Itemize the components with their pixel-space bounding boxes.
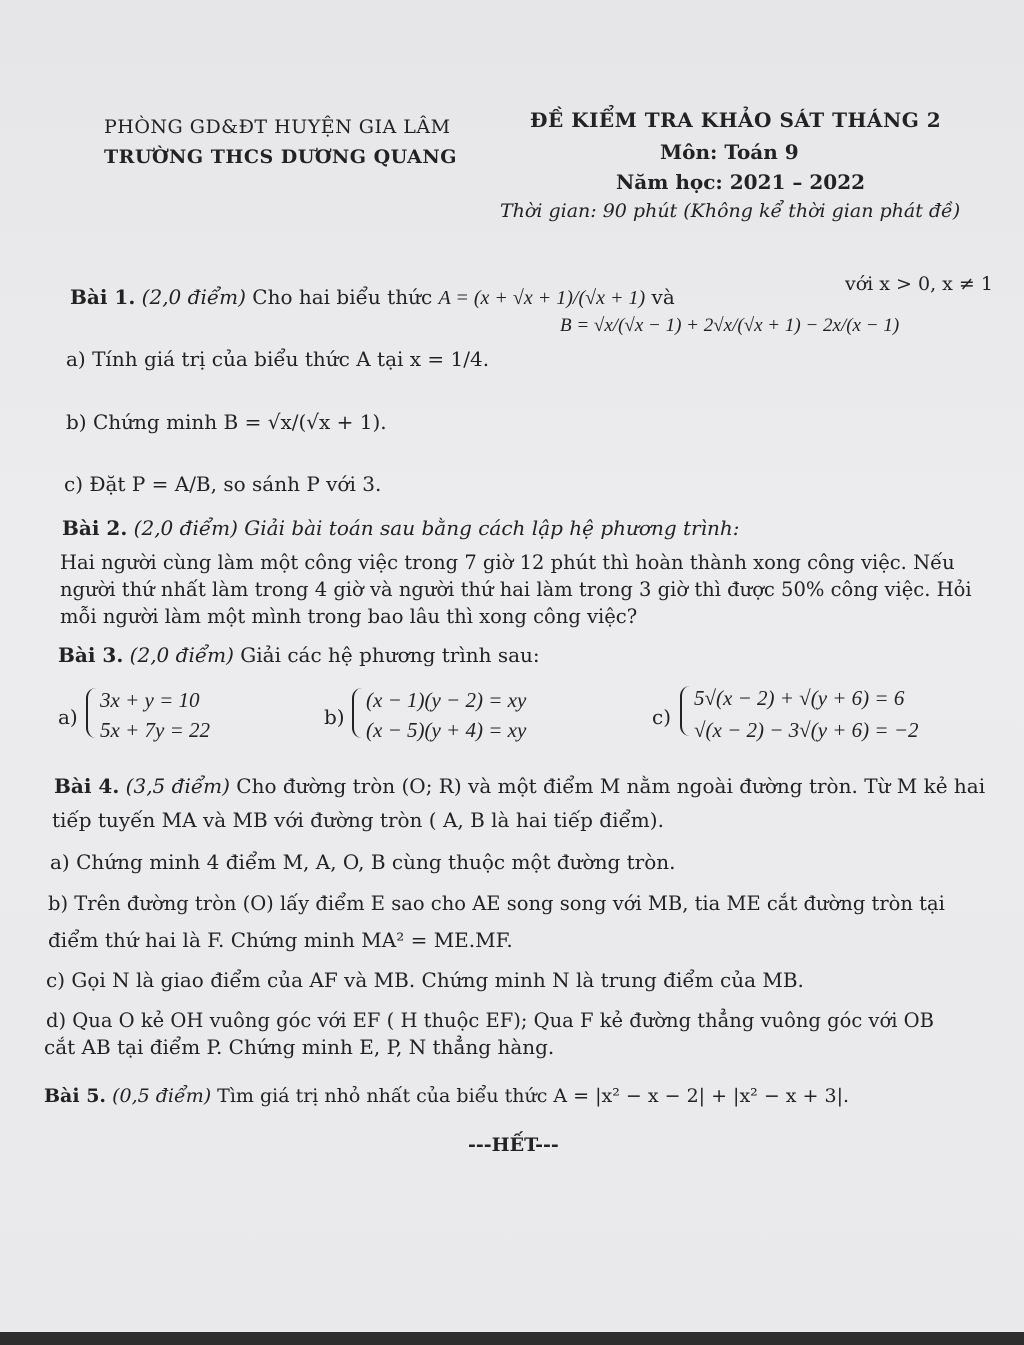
bai3-c-label: c)	[652, 705, 672, 729]
school-year: Năm học: 2021 – 2022	[616, 170, 866, 194]
bai1-expr-b: B = √x/(√x − 1) + 2√x/(√x + 1) − 2x/(x − 1)	[560, 315, 900, 336]
bai3-intro: Giải các hệ phương trình sau:	[240, 643, 540, 667]
bai5-points: (0,5 điểm)	[112, 1085, 212, 1107]
bai4-part-b1: b) Trên đường tròn (O) lấy điểm E sao cho AE song song với MB, tia ME cắt đường tròn tại	[48, 892, 945, 915]
bai3-points: (2,0 điểm)	[129, 643, 234, 667]
bai3-b-label: b)	[324, 705, 345, 729]
bai1-points: (2,0 điểm)	[141, 285, 246, 309]
bai4-part-a: a) Chứng minh 4 điểm M, A, O, B cùng thuộc một đường tròn.	[50, 850, 676, 874]
bai1-intro: Cho hai biểu thức	[252, 285, 433, 309]
brace-icon	[352, 688, 364, 738]
bai4-part-c: c) Gọi N là giao điểm của AF và MB. Chứng minh N là trung điểm của MB.	[46, 968, 804, 992]
bai3-b-eq1: (x − 1)(y − 2) = xy	[366, 688, 527, 712]
department-name: PHÒNG GD&ĐT HUYỆN GIA LÂM	[104, 116, 451, 138]
bai3-a-eq2: 5x + 7y = 22	[100, 718, 210, 742]
bai1-and: và	[651, 285, 675, 309]
exam-title: ĐỀ KIỂM TRA KHẢO SÁT THÁNG 2	[530, 108, 942, 132]
duration: Thời gian: 90 phút (Không kể thời gian phát đề)	[500, 200, 961, 222]
bai4-text1: Cho đường tròn (O; R) và một điểm M nằm ngoài đường tròn. Từ M kẻ hai	[236, 774, 986, 798]
bai3-c-eq2: √(x − 2) − 3√(y + 6) = −2	[694, 718, 919, 742]
bai4-title: Bài 4.	[54, 774, 120, 798]
school-name: TRƯỜNG THCS DƯƠNG QUANG	[104, 146, 457, 168]
bai2-line2: người thứ nhất làm trong 4 giờ và người thứ hai làm trong 3 giờ thì được 50% công việc. Hỏi	[60, 578, 972, 601]
bai3-c-eq1: 5√(x − 2) + √(y + 6) = 6	[694, 686, 905, 710]
bai2-line1: Hai người cùng làm một công việc trong 7 giờ 12 phút thì hoàn thành xong công việc. Nếu	[60, 551, 955, 574]
bai3-b-eq2: (x − 5)(y + 4) = xy	[366, 718, 527, 742]
bai1-part-b: b) Chứng minh B = √x/(√x + 1).	[66, 410, 387, 434]
bai2-heading: (2,0 điểm) Giải bài toán sau bằng cách lập hệ phương trình:	[133, 516, 740, 540]
bai1-condition: với x > 0, x ≠ 1	[845, 273, 993, 295]
subject: Môn: Toán 9	[660, 140, 799, 164]
bai4-line2: tiếp tuyến MA và MB với đường tròn ( A, B là hai tiếp điểm).	[52, 808, 664, 832]
bai1-title: Bài 1.	[70, 285, 136, 309]
brace-icon	[86, 688, 98, 738]
bottom-bar	[0, 1332, 1024, 1345]
bai3-a-eq1: 3x + y = 10	[100, 688, 200, 712]
end-marker: ---HẾT---	[468, 1134, 559, 1156]
bai3-system-c	[680, 686, 950, 742]
bai4-part-d1: d) Qua O kẻ OH vuông góc với EF ( H thuộc EF); Qua F kẻ đường thẳng vuông góc với OB	[46, 1009, 934, 1032]
bai3-title: Bài 3.	[58, 643, 124, 667]
bai5-text: Tìm giá trị nhỏ nhất của biểu thức A = |x² − x − 2| + |x² − x + 3|.	[217, 1085, 850, 1107]
bai1-part-a: a) Tính giá trị của biểu thức A tại x = 1/4.	[66, 347, 490, 371]
brace-icon	[680, 686, 692, 736]
bai3-heading-line	[58, 643, 540, 667]
bai2-line3: mỗi người làm một mình trong bao lâu thì xong công việc?	[60, 605, 638, 628]
bai4-line1	[54, 774, 985, 798]
bai3-system-a	[86, 688, 286, 744]
bai1-part-c: c) Đặt P = A/B, so sánh P với 3.	[64, 472, 382, 496]
bai4-part-b2: điểm thứ hai là F. Chứng minh MA² = ME.MF.	[48, 928, 513, 952]
bai2-title: Bài 2.	[62, 516, 128, 540]
bai3-a-label: a)	[58, 705, 78, 729]
bai2-heading-line	[62, 516, 740, 540]
bai1-expr-a: A = (x + √x + 1)/(√x + 1)	[438, 287, 646, 309]
bai4-points: (3,5 điểm)	[125, 774, 230, 798]
bai5-title: Bài 5.	[44, 1085, 107, 1107]
bai4-part-d2: cắt AB tại điểm P. Chứng minh E, P, N thẳng hàng.	[44, 1035, 555, 1059]
bai1-line	[70, 285, 675, 310]
bai5-line	[44, 1085, 849, 1108]
bai3-system-b	[352, 688, 582, 744]
